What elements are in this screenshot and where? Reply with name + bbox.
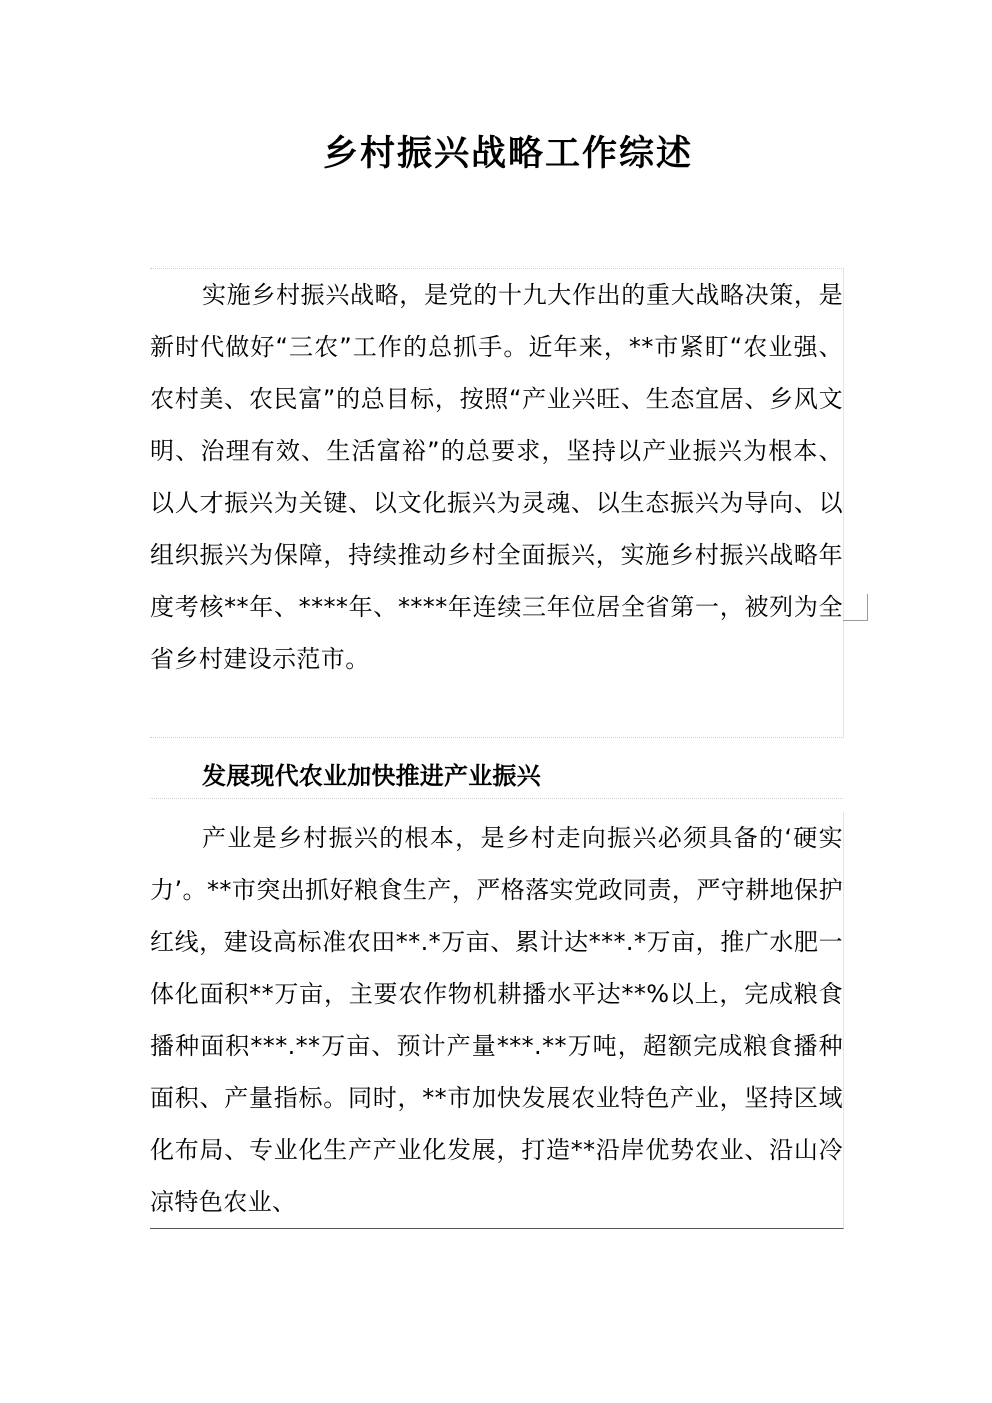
section-paragraph: 产业是乡村振兴的根本，是乡村走向振兴必须具备的‘硬实力’。**市突出抓好粮食生产，严格落实党政同责，严守耕地保护红线，建设高标准农田**.*万亩、累计达***.*万亩，推广水肥一体化面积**万亩，主要农作物机耕播水平达**%以上，完成粮食播种面积***.**万亩、预计产量***.**万吨，超额完成粮食播种面积、产量指标。同时，**市加快发展农业特色产业，坚持区域化布局、专业化生产产业化发展，打造**沿岸优势农业、沿山冷凉特色农业、 [150,824,843,1216]
document-title: 乡村振兴战略工作综述 [322,134,693,174]
industry-section [150,812,844,1229]
intro-section [150,268,844,738]
section-heading: 发展现代农业加快推进产业振兴 [202,762,541,790]
text-boundary-mark [843,594,868,621]
intro-paragraph: 实施乡村振兴战略，是党的十九大作出的重大战略决策，是新时代做好“三农”工作的总抓手。近年来，**市紧盯“农业强、农村美、农民富”的总目标，按照“产业兴旺、生态宜居、乡风文明、治理有效、生活富裕”的总要求，坚持以产业振兴为根本、以人才振兴为关键、以文化振兴为灵魂、以生态振兴为导向、以组织振兴为保障，持续推动乡村全面振兴，实施乡村振兴战略年度考核**年、****年、****年连续三年位居全省第一，被列为全省乡村建设示范市。 [150,281,843,673]
section-heading-block [150,750,843,799]
